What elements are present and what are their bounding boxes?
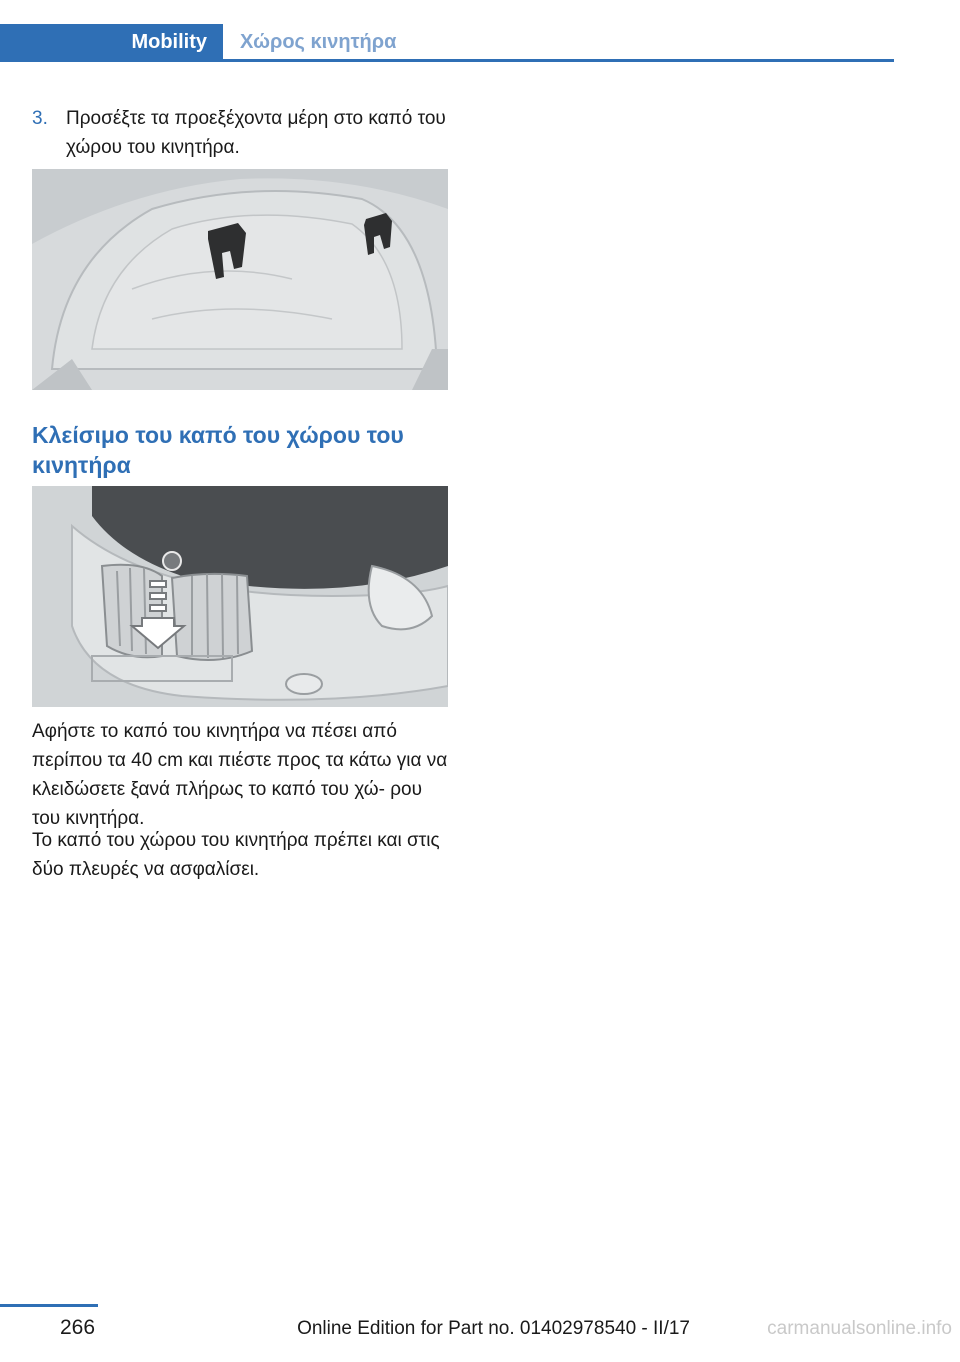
section-heading: Κλείσιμο του καπό του χώρου του κινητήρα [32,422,404,478]
hood-underside-drawing [32,169,448,390]
hood-closing-illustration [32,486,448,707]
edition-note: Online Edition for Part no. 01402978540 - II/17 [297,1318,690,1339]
page-number: 266 [60,1316,96,1339]
paragraph-closing-instructions: Αφήστε το καπό του κινητήρα να πέσει από περίπου τα 40 cm και πιέστε προς τα κάτω για να κλειδώσετε ξανά πλήρως το καπό του χώ‐ ρου του κινητήρα. [32,721,448,829]
subsection-tab[interactable]: Χώρος κινητήρα [240,30,397,53]
step-3 [32,104,452,162]
hood-underside-illustration [32,169,448,390]
header-rule [0,59,894,62]
page-header [0,0,894,62]
step-text: Προσέξτε τα προεξέχοντα μέρη στο καπό του χώρου του κινητήρα. [66,108,446,158]
watermark: carmanualsonline.info [767,1318,952,1339]
step-number: 3. [32,108,48,129]
footer-rule [0,1304,98,1307]
section-tab[interactable]: Mobility [0,24,223,60]
paragraph-locking-note: Το καπό του χώρου του κινητήρα πρέπει και στις δύο πλευρές να ασφαλίσει. [32,830,440,880]
hood-closing-drawing [32,486,448,707]
